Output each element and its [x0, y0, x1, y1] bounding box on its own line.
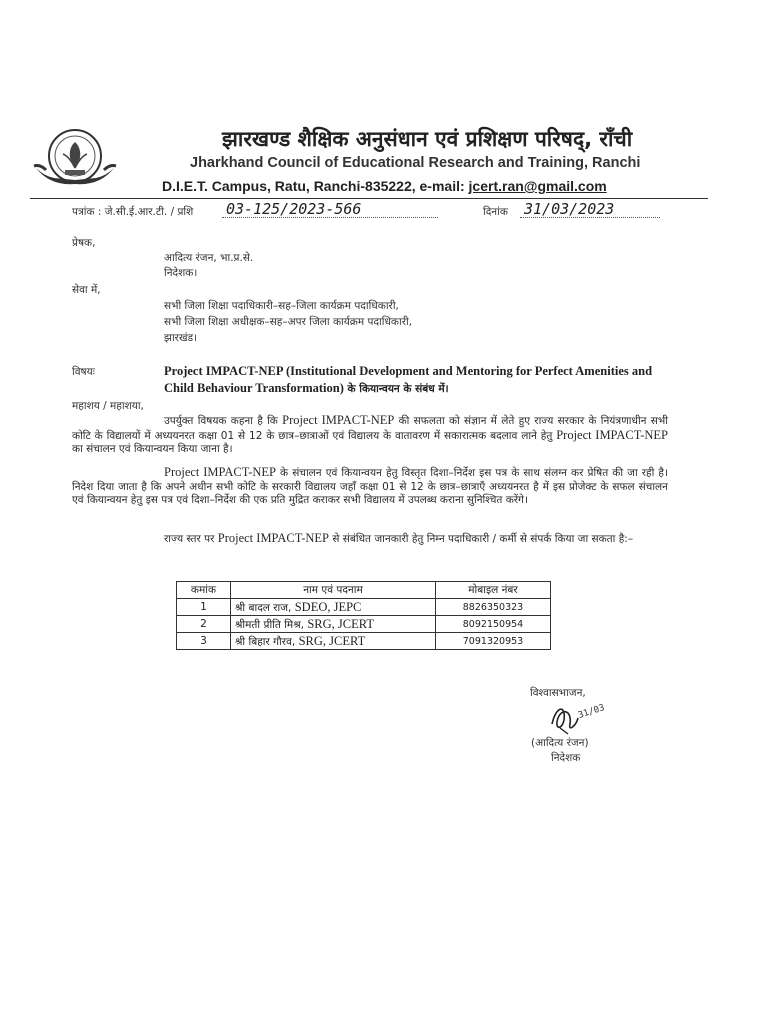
cell-mobile: 8826350323 [436, 599, 551, 616]
p3-text-a: राज्य स्तर पर [164, 533, 218, 545]
cell-mobile: 8092150954 [436, 616, 551, 633]
sender-label: प्रेषक, [72, 237, 96, 249]
name-hindi: श्री बादल राज, [235, 601, 295, 614]
closing: विश्वासभाजन, [530, 687, 586, 699]
cell-name [231, 633, 436, 650]
p3-text-c: से संबंधित जानकारी हेतु निम्न पदाधिकारी / कर्मी से संपर्क किया जा सकता है:– [329, 533, 634, 545]
p1-text-a: उपर्युक्त विषयक कहना है कि [164, 415, 283, 427]
name-hindi: श्रीमती प्रीति मिश्र, [235, 618, 308, 631]
salutation: महाशय / महाशया, [72, 400, 144, 412]
org-address [162, 178, 607, 194]
table-row [177, 616, 551, 633]
designation-english: SRG, JCERT [307, 616, 374, 631]
p3-project-name: Project IMPACT-NEP [217, 531, 329, 545]
p1-text-c: की सफलता को संज्ञान में लेते हुए राज्य सरकार के नियंत्रणाधीन सभी कोटि के विद्यालयों में अध्ययनरत कक्षा 01 से 12 के छात्र–छात्राओं एवं विद्यालय के वातावरण में सकारात्मक बदलाव लाने हेतु [72, 415, 668, 442]
date-dotline [520, 217, 660, 218]
date-label: दिनांक [483, 206, 508, 218]
p1-project-name: Project IMPACT-NEP [282, 413, 395, 427]
recipient-line-3: झारखंड। [164, 332, 198, 344]
body-paragraph-2 [72, 466, 668, 508]
contacts-table [176, 581, 551, 650]
org-hindi-title: झारखण्ड शैक्षिक अनुसंधान एवं प्रशिक्षण परिषद्, राँची [222, 127, 633, 151]
cell-name [231, 616, 436, 633]
patrank-dotline [222, 217, 438, 218]
signatory-designation: निदेशक [551, 752, 581, 764]
table-row [177, 633, 551, 650]
name-hindi: श्री बिहार गौरव, [235, 635, 299, 648]
subject-hindi: के कियान्वयन के संबंध में। [343, 383, 449, 395]
jcert-logo [30, 124, 120, 194]
patrank-label: पत्रांक : जे.सी.ई.आर.टी. / प्रशि [72, 206, 194, 218]
col-header-sn: कमांक [177, 582, 231, 599]
p1-text-e: का संचालन एवं कियान्वयन किया जाना है। [72, 443, 233, 455]
signature-date-mark: 31/03 [577, 703, 606, 721]
org-english-title: Jharkhand Council of Educational Research and Training, Ranchi [190, 155, 641, 171]
sender-name: आदित्य रंजन, भा.प्र.से. [164, 252, 254, 264]
p2-project-name: Project IMPACT-NEP [164, 465, 276, 479]
recipient-line-1: सभी जिला शिक्षा पदाधिकारी–सह–जिला कार्यक्रम पदाधिकारी, [164, 300, 399, 312]
sender-designation: निदेशक। [164, 267, 198, 279]
patrank-value: 03-125/2023-566 [226, 200, 362, 218]
body-paragraph-3 [72, 532, 668, 547]
recipient-line-2: सभी जिला शिक्षा अधीक्षक–सह–अपर जिला कार्यक्रम पदाधिकारी, [164, 316, 413, 328]
col-header-mobile: मोबाइल नंबर [436, 582, 551, 599]
subject-label: विषयः [72, 366, 95, 378]
p2-text-b: के संचालन एवं कियान्वयन हेतु विस्तृत दिशा–निर्देश इस पत्र के साथ संलग्न कर प्रेषित की जा रही है। निदेश दिया जाता है कि अपने अधीन सभी कोटि के सरकारी विद्यालय जहाँ कक्षा 01 से 12 के छात्र–छात्राएँ अध्ययनरत है में इस प्रोजेक्ट के सफल संचालन एवं कियान्वयन हेतु इस पत्र एवं दिशा–निर्देश की एक प्रति मुद्रित कराकर सभी विद्यालय में उपलब्ध कराना सुनिश्चित करेंगे। [72, 467, 668, 506]
body-paragraph-1 [72, 414, 668, 457]
designation-english: SDEO, JEPC [294, 599, 362, 614]
recipients-label: सेवा में, [72, 284, 101, 296]
subject-text [164, 363, 664, 398]
signatory-name: (आदित्य रंजन) [531, 737, 589, 749]
cell-sn: 1 [177, 599, 231, 616]
subject-english: Project IMPACT-NEP (Institutional Development and Mentoring for Perfect Amenities and Child Behaviour Transformation) [164, 364, 653, 395]
header-rule [30, 198, 708, 199]
email-link[interactable]: jcert.ran@gmail.com [468, 178, 607, 194]
cell-name [231, 599, 436, 616]
designation-english: SRG, JCERT [298, 633, 366, 648]
date-value: 31/03/2023 [524, 200, 615, 218]
cell-mobile: 7091320953 [436, 633, 551, 650]
cell-sn: 3 [177, 633, 231, 650]
address-text: D.I.E.T. Campus, Ratu, Ranchi-835222, e-mail: [162, 178, 469, 194]
table-row [177, 599, 551, 616]
p1-project-name-2: Project IMPACT-NEP [556, 427, 668, 442]
table-header-row [177, 582, 551, 599]
cell-sn: 2 [177, 616, 231, 633]
col-header-name: नाम एवं पदनाम [231, 582, 436, 599]
